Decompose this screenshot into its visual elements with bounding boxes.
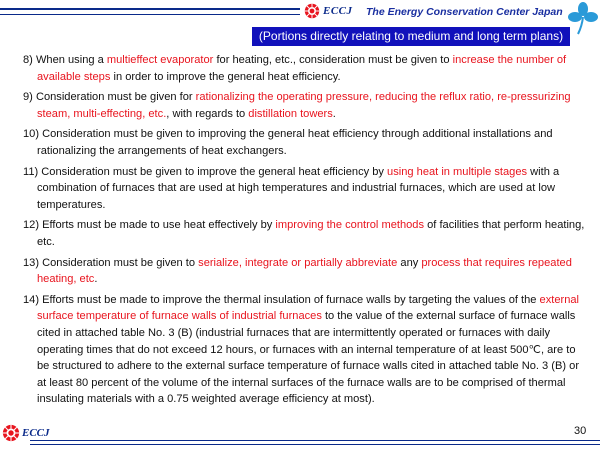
footer-logo (2, 424, 50, 442)
list-item (23, 217, 588, 250)
list-item (23, 292, 588, 408)
clover-icon (566, 0, 600, 36)
footer-rule (30, 440, 600, 445)
header-logo-text: ECCJ (323, 5, 353, 17)
eccj-logo-icon (304, 3, 320, 19)
body-text: of facilities that perform heating, etc. (37, 219, 585, 248)
highlighted-text: external surface temperature of furnace walls of industrial furnaces (37, 293, 580, 323)
highlighted-text: multieffect evaporator (106, 54, 214, 66)
header-rule (0, 8, 300, 15)
body-text: with a combination of furnaces that are used at high temperatures and industrial furnaces, which are used at low temperatures. (37, 165, 560, 211)
eccj-logo-icon (2, 424, 20, 442)
footer-logo-text: ECCJ (22, 427, 50, 439)
highlighted-text: rationalizing the operating pressure, reducing the reflux ratio, re-pressurizing steam, multi-effecting, etc. (37, 91, 571, 120)
header-logo (304, 3, 353, 19)
body-text: 11) Consideration must be given to improve the general heat efficiency by (23, 165, 388, 178)
highlighted-text: increase the number of available steps (37, 54, 567, 83)
measures-list (23, 52, 588, 412)
list-item (23, 255, 588, 288)
body-text: for heating, etc., consideration must be given to (213, 54, 453, 66)
body-text: , with regards to (166, 107, 249, 120)
body-text: 14) Efforts must be made to improve the thermal insulation of furnace walls by targeting the values of the (23, 293, 540, 306)
list-item (23, 89, 588, 122)
body-text: any (397, 256, 422, 269)
body-text: 13) Consideration must be given to (23, 256, 199, 269)
body-text: . (332, 107, 336, 120)
body-text: 8) When using a (23, 54, 107, 66)
body-text: 12) Efforts must be made to use heat effectively by (23, 219, 276, 232)
list-item (23, 126, 588, 159)
list-item (23, 164, 588, 214)
highlighted-text: using heat in multiple stages (387, 165, 528, 178)
highlighted-text: improving the control methods (275, 219, 425, 232)
organization-name: The Energy Conservation Center Japan (366, 6, 563, 18)
body-text: . (94, 273, 98, 286)
highlighted-text: process that requires repeated heating, etc (37, 256, 572, 286)
page-number: 30 (574, 425, 587, 437)
highlighted-text: serialize, integrate or partially abbreviate (198, 256, 398, 269)
body-text: to the value of the external surface of furnace walls cited in attached table No. 3 (B) (industrial furnaces that are intermittently operated or furnaces with daily operating times that do not exceed 12 hours, or furnaces with an internal temperature of at least 500℃, are to be structured to adhere to the external surface temperature of furnace walls cited in attached table No. 3 (B) or at least 80 percent of the volume of the internal surfaces of the furnace walls are to be comprised of thermal insulating materials with a 0.75 weighted average efficiency at most). (37, 310, 580, 406)
body-text: in order to improve the general heat efficiency. (110, 70, 341, 83)
list-item (23, 52, 588, 85)
body-text: 10) Consideration must be given to improving the general heat efficiency through additional installations and rationalizing the arrangements of heat exchangers. (23, 128, 553, 157)
section-banner: (Portions directly relating to medium and long term plans) (252, 27, 570, 46)
highlighted-text: distillation towers (248, 107, 333, 120)
body-text: 9) Consideration must be given for (23, 91, 196, 104)
